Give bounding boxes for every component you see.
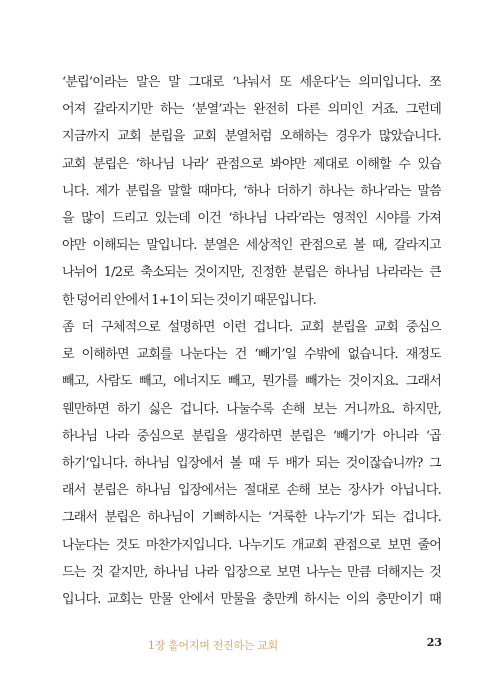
text-line: 입니다. 교회는 만물 안에서 만물을 충만케 하시는 이의 충만이기 때 [62, 591, 441, 607]
text-line: 지금까지 교회 분립을 교회 분열처럼 오해하는 경우가 많았습니다. [62, 129, 441, 145]
text-line: 나뉘어 1/2로 축소되는 것이지만, 진정한 분립은 하나님 나라라는 큰 [62, 265, 441, 281]
paragraph-2 [62, 314, 441, 613]
paragraph-1 [62, 69, 441, 314]
text-line: 야만 이해되는 말입니다. 분열은 세상적인 관점으로 볼 때, 갈라지고 [62, 238, 441, 254]
text-line: 좀 더 구체적으로 설명하면 이런 겁니다. 교회 분립을 교회 중심으 [62, 320, 441, 335]
text-line: 웬만하면 하기 싫은 겁니다. 나눌수록 손해 보는 거니까요. 하지만, [62, 401, 441, 417]
text-line: 나눈다는 것도 마찬가지입니다. 나누기도 개교회 관점으로 보면 줄어 [62, 537, 441, 553]
text-line: 래서 분립은 하나님 입장에서는 절대로 손해 보는 장사가 아닙니다. [62, 483, 441, 499]
text-line: 교회 분립은 ‘하나님 나라’ 관점으로 봐야만 제대로 이해할 수 있습 [62, 156, 441, 172]
text-line: ‘분립’이라는 말은 말 그대로 ‘나눠서 또 세운다’는 의미입니다. 쪼 [62, 75, 441, 90]
text-line: 어져 갈라지기만 하는 ‘분열’과는 완전히 다른 의미인 거죠. 그런데 [62, 102, 441, 118]
text-line: 한 덩어리 안에서 1+1이 되는 것이기 때문입니다. [62, 292, 317, 308]
text-line: 드는 것 같지만, 하나님 나라 입장으로 보면 나누는 만큼 더해지는 것 [62, 564, 441, 580]
text-line: 하나님 나라 중심으로 분립을 생각하면 분립은 ‘빼기’가 아니라 ‘곱 [62, 428, 441, 444]
text-line: 을 많이 드리고 있는데 이건 ‘하나님 나라’라는 영적인 시야를 가져 [62, 210, 441, 226]
text-line: 그래서 분립은 하나님이 기뻐하시는 ‘거룩한 나누기’가 되는 겁니다. [62, 510, 441, 526]
text-line: 하기’입니다. 하나님 입장에서 볼 때 두 배가 되는 것이잖습니까? 그 [62, 455, 441, 471]
text-line: 빼고, 사람도 빼고, 에너지도 빼고, 뭔가를 빼가는 것이지요. 그래서 [62, 374, 441, 390]
footer-chapter-title: 1장 흩어지며 전진하는 교회 [148, 639, 278, 652]
page-number: 23 [426, 636, 442, 649]
text-line: 로 이해하면 교회를 나눈다는 건 ‘빼기’일 수밖에 없습니다. 재정도 [62, 347, 441, 363]
text-line: 니다. 제가 분립을 말할 때마다, ‘하나 더하기 하나는 하나’라는 말씀 [62, 183, 441, 199]
